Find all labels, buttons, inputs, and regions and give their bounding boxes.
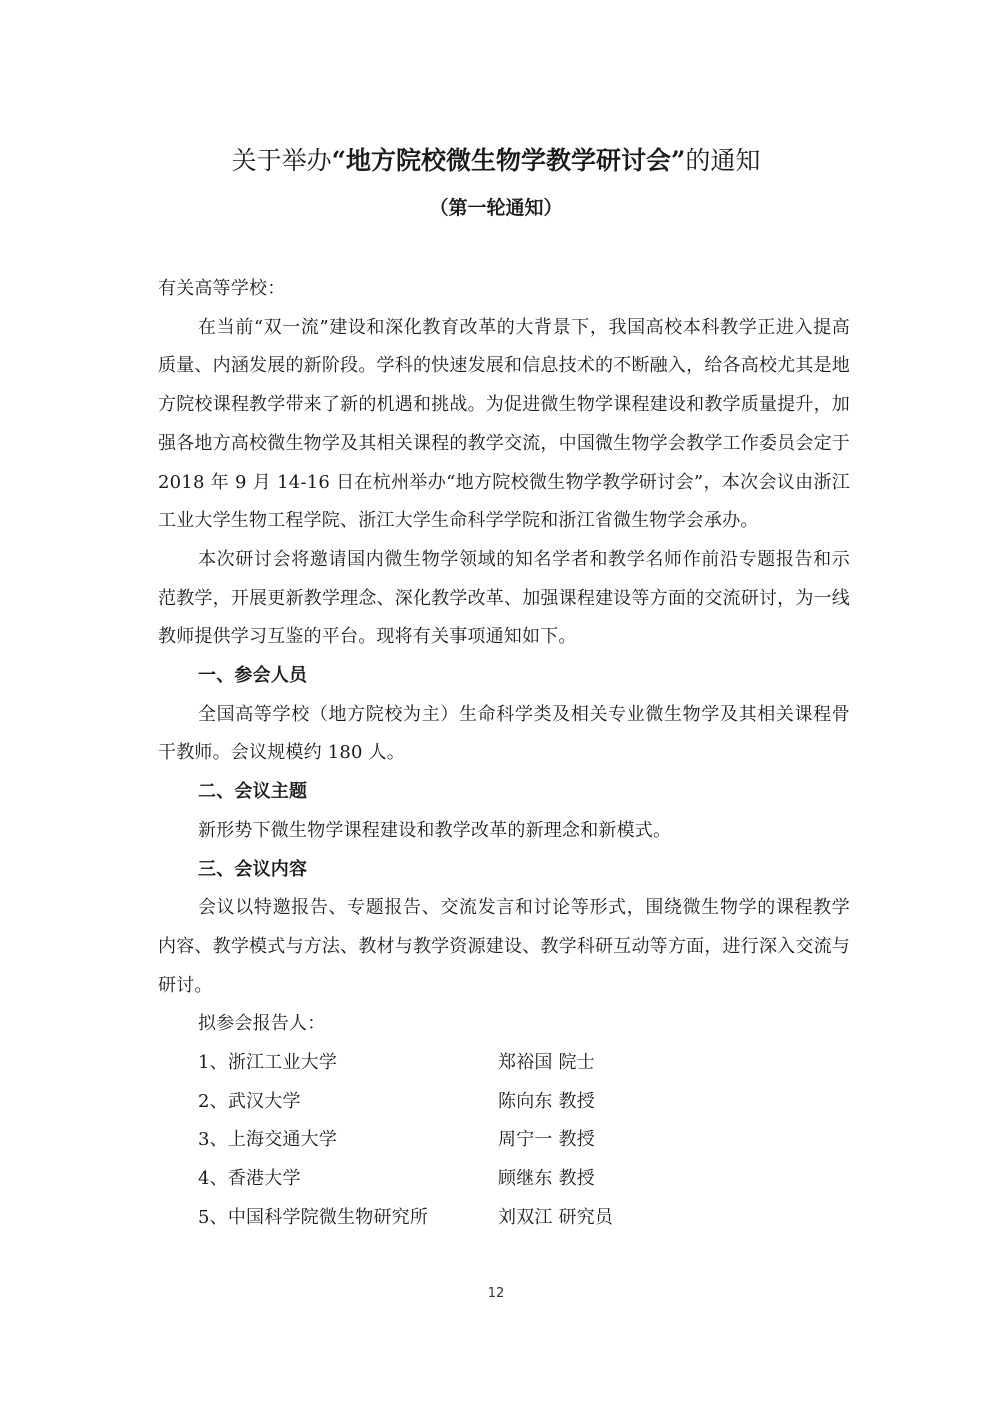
notice-body xyxy=(158,270,850,1238)
speaker-name: 陈向东 教授 xyxy=(498,1090,595,1112)
speaker-organization: 2、武汉大学 xyxy=(198,1090,301,1112)
speaker-organization: 1、浙江工业大学 xyxy=(198,1052,338,1074)
speakers-intro: 拟参会报告人： xyxy=(198,1013,326,1035)
participants-paragraph: 全国高等学校（地方院校为主）生命科学类及相关专业微生物学及其相关课程骨干教师。会议规模约 180 人。 xyxy=(158,703,850,764)
speaker-list xyxy=(158,1044,850,1237)
speaker-name: 顾继东 教授 xyxy=(498,1168,595,1190)
title-suffix: 的通知 xyxy=(685,146,761,175)
section-heading-participants: 一、参会人员 xyxy=(198,665,308,687)
speaker-organization: 3、上海交通大学 xyxy=(198,1129,338,1151)
section-heading-content: 三、会议内容 xyxy=(198,858,308,880)
speaker-row xyxy=(158,1083,850,1122)
speaker-row xyxy=(158,1160,850,1199)
notice-title xyxy=(0,143,992,179)
speaker-name: 郑裕国 院士 xyxy=(498,1052,595,1074)
title-emphasis: “地方院校微生物学教学研讨会” xyxy=(331,146,686,175)
purpose-paragraph: 本次研讨会将邀请国内微生物学领域的知名学者和教学名师作前沿专题报告和示范教学，开展更新教学理念、深化教学改革、加强课程建设等方面的交流研讨，为一线教师提供学习互鉴的平台。现将有关事项通知如下。 xyxy=(158,548,850,648)
speaker-organization: 4、香港大学 xyxy=(198,1168,301,1190)
speaker-organization: 5、中国科学院微生物研究所 xyxy=(198,1206,429,1228)
theme-paragraph: 新形势下微生物学课程建设和教学改革的新理念和新模式。 xyxy=(198,819,672,841)
intro-paragraph: 在当前“双一流”建设和深化教育改革的大背景下，我国高校本科教学正进入提高质量、内涵发展的新阶段。学科的快速发展和信息技术的不断融入，给各高校尤其是地方院校课程教学带来了新的机遇和挑战。为促进微生物学课程建设和教学质量提升，加强各地方高校微生物学及其相关课程的教学交流，中国微生物学会教学工作委员会定于 2018 年 9 月 14-16 日在杭州举办“地方院校微生物学教学研讨会”，本次会议由浙江工业大学生物工程学院、浙江大学生命科学学院和浙江省微生物学会承办。 xyxy=(158,316,850,532)
page-number: 12 xyxy=(487,1286,505,1301)
title-prefix: 关于举办 xyxy=(231,146,332,175)
speaker-row xyxy=(158,1121,850,1160)
section-heading-theme: 二、会议主题 xyxy=(198,781,308,803)
speaker-name: 刘双江 研究员 xyxy=(498,1206,614,1228)
salutation: 有关高等学校： xyxy=(158,278,286,299)
notice-subtitle: （第一轮通知） xyxy=(429,197,563,219)
speaker-row xyxy=(158,1199,850,1238)
content-paragraph: 会议以特邀报告、专题报告、交流发言和讨论等形式，围绕微生物学的课程教学内容、教学模式与方法、教材与教学资源建设、教学科研互动等方面，进行深入交流与研讨。 xyxy=(158,897,850,996)
speaker-row xyxy=(158,1044,850,1083)
speaker-name: 周宁一 教授 xyxy=(498,1129,595,1151)
